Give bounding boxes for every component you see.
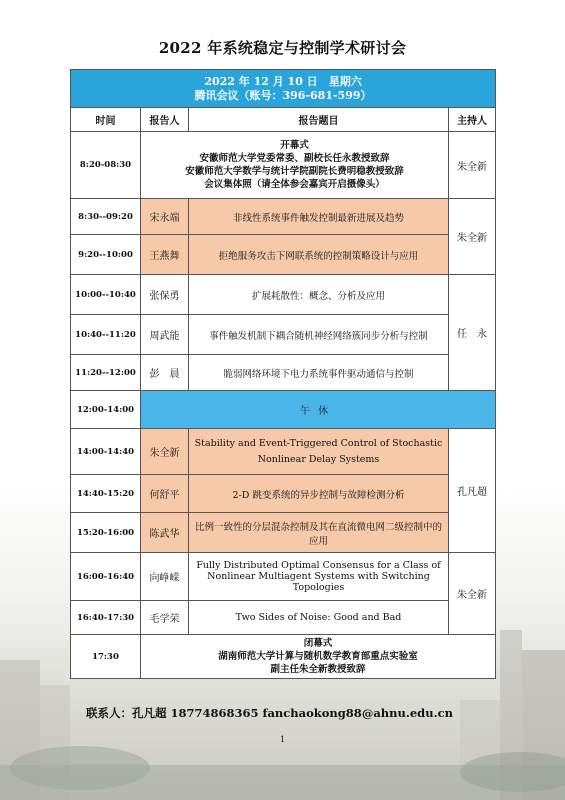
talk-row: [71, 475, 496, 513]
topic-cell: 事件触发机制下耦合随机神经网络簇同步分析与控制: [189, 315, 449, 355]
time-cell: 10:40--11:20: [71, 315, 141, 355]
talk-row: [71, 235, 496, 275]
speaker-cell: 张保勇: [141, 275, 189, 315]
host-cell: 朱全新: [449, 132, 496, 199]
speaker-cell: 王燕舞: [141, 235, 189, 275]
talk-row: [71, 355, 496, 391]
header-host: 主持人: [449, 108, 496, 132]
topic-cell: Two Sides of Noise: Good and Bad: [189, 601, 449, 635]
speaker-cell: 彭 晨: [141, 355, 189, 391]
header-row: [71, 108, 496, 132]
closing-row: [71, 635, 496, 679]
talk-row: [71, 199, 496, 235]
host-cell: 朱全新: [449, 199, 496, 275]
opening-row: [71, 132, 496, 199]
time-cell: 14:40-15:20: [71, 475, 141, 513]
header-time: 时间: [71, 108, 141, 132]
time-cell: 16:00-16:40: [71, 553, 141, 601]
banner-row: [71, 70, 496, 108]
speaker-cell: 向峥嵘: [141, 553, 189, 601]
time-cell: 15:20-16:00: [71, 513, 141, 553]
topic-cell: 非线性系统事件触发控制最新进展及趋势: [189, 199, 449, 235]
speaker-cell: 宋永端: [141, 199, 189, 235]
time-cell: 9:20--10:00: [71, 235, 141, 275]
topic-cell: 脆弱网络环境下电力系统事件驱动通信与控制: [189, 355, 449, 391]
talk-row: [71, 513, 496, 553]
ceremony-line: 安徽师范大学党委常委、副校长任永教授致辞: [199, 153, 390, 164]
banner-cell: [71, 70, 496, 108]
talk-row: [71, 601, 496, 635]
ceremony-line: 安徽师范大学数学与统计学院副院长费明稳教授致辞: [185, 166, 404, 177]
ceremony-line: 闭幕式: [303, 638, 333, 649]
talk-row: [71, 315, 496, 355]
ceremony-line: 湖南师范大学计算与随机数学教育部重点实验室: [218, 651, 418, 662]
page-title: 2022 年系统稳定与控制学术研讨会: [158, 39, 407, 57]
ceremony-line: 会议集体照（请全体参会嘉宾开启摄像头）: [204, 179, 385, 190]
opening-ceremony-cell: [141, 132, 449, 199]
speaker-cell: 周武能: [141, 315, 189, 355]
ceremony-line: 开幕式: [280, 140, 309, 151]
banner-date: 2022 年 12 月 10 日 星期六: [204, 74, 362, 88]
host-cell: 朱全新: [449, 553, 496, 635]
contact-info: 联系人：孔凡超 18774868365 fanchaokong88@ahnu.edu.cn: [86, 706, 453, 720]
time-cell: 10:00--10:40: [71, 275, 141, 315]
schedule-table: [70, 69, 496, 679]
talk-row: [71, 429, 496, 475]
topic-cell: Fully Distributed Optimal Consensus for a Class of Nonlinear Multiagent Systems with Switching Topologies: [189, 553, 449, 601]
time-cell: 12:00-14:00: [71, 391, 141, 429]
speaker-cell: 何舒平: [141, 475, 189, 513]
banner-meeting: 腾讯会议（账号：396-681-599）: [194, 88, 372, 102]
talk-row: [71, 275, 496, 315]
time-cell: 16:40-17:30: [71, 601, 141, 635]
speaker-cell: 毛学荣: [141, 601, 189, 635]
time-cell: 8:30--09:20: [71, 199, 141, 235]
header-speaker: 报告人: [141, 108, 189, 132]
time-cell: 14:00-14:40: [71, 429, 141, 475]
topic-cell: 2-D 跳变系统的异步控制与故障检测分析: [189, 475, 449, 513]
speaker-cell: 陈武华: [141, 513, 189, 553]
lunch-row: [71, 391, 496, 429]
speaker-cell: 朱全新: [141, 429, 189, 475]
lunch-cell: 午休: [141, 391, 496, 429]
closing-ceremony-cell: [141, 635, 496, 679]
topic-cell: 扩展耗散性：概念、分析及应用: [189, 275, 449, 315]
topic-cell: 拒绝服务攻击下网联系统的控制策略设计与应用: [189, 235, 449, 275]
page-number: 1: [279, 735, 286, 744]
host-cell: 孔凡超: [449, 429, 496, 553]
header-topic: 报告题目: [189, 108, 449, 132]
time-cell: 8:20-08:30: [71, 132, 141, 199]
talk-row: [71, 553, 496, 601]
topic-cell: Stability and Event-Triggered Control of Stochastic Nonlinear Delay Systems: [189, 429, 449, 475]
ceremony-line: 副主任朱全新教授致辞: [270, 664, 366, 675]
topic-cell: 比例一致性的分层混杂控制及其在直流微电网二级控制中的应用: [189, 513, 449, 553]
time-cell: 17:30: [71, 635, 141, 679]
time-cell: 11:20--12:00: [71, 355, 141, 391]
host-cell: 任 永: [449, 275, 496, 391]
